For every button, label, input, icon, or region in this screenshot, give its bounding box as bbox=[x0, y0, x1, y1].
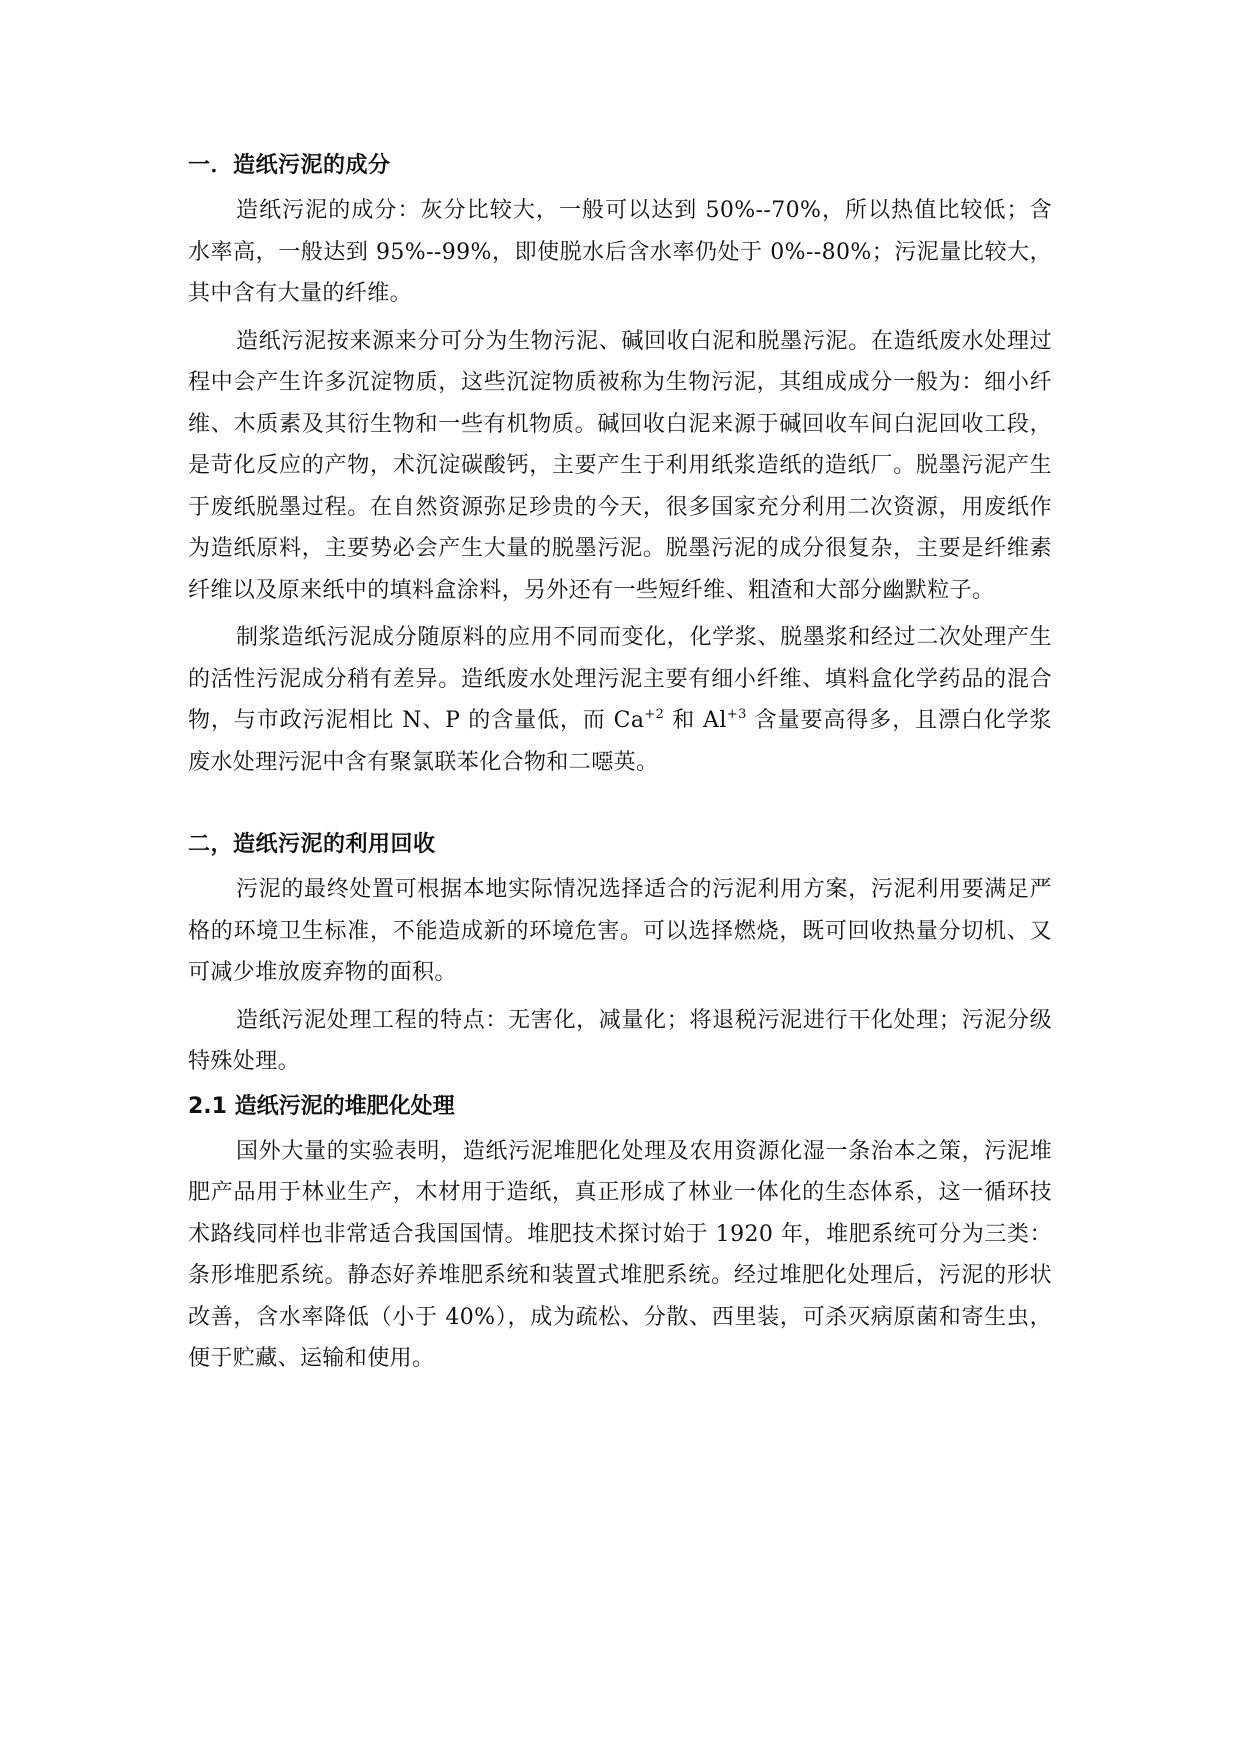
al-charge-sup: +3 bbox=[726, 707, 747, 722]
p3-text-a: 制浆造纸污泥成分随原料的应用不同而变化，化学浆、脱墨浆和经过二次处理产生的活性污泥成分稍有差异。造纸废水处理污泥主要有细小纤维、填料盒化学药品的混合物，与市政污泥相比 N、P 的含量低，而 Ca bbox=[188, 625, 1052, 733]
section-spacer bbox=[188, 789, 1052, 827]
section1-paragraph-1: 造纸污泥的成分：灰分比较大，一般可以达到 50%--70%，所以热值比较低；含水率高，一般达到 95%--99%，即使脱水后含水率仍处于 0%--80%；污泥量比较大，其中含有大量的纤维。 bbox=[188, 198, 1052, 306]
section1-heading: 一．造纸污泥的成分 bbox=[188, 153, 391, 178]
ca-charge-sup: +2 bbox=[644, 707, 665, 722]
section2-paragraph-2: 造纸污泥处理工程的特点：无害化，减量化；将退税污泥进行干化处理；污泥分级特殊处理。 bbox=[188, 1007, 1052, 1074]
section2-paragraph-1: 污泥的最终处置可根据本地实际情况选择适合的污泥利用方案，污泥利用要满足严格的环境卫生标准，不能造成新的环境危害。可以选择燃烧，既可回收热量分切机、又可减少堆放废弃物的面积。 bbox=[188, 877, 1052, 985]
section2-1-paragraph: 国外大量的实验表明，造纸污泥堆肥化处理及农用资源化湿一条治本之策，污泥堆肥产品用于林业生产，木材用于造纸，真正形成了林业一体化的生态体系，这一循环技术路线同样也非常适合我国国情。堆肥技术探讨始于 1920 年，堆肥系统可分为三类：条形堆肥系统。静态好养堆肥系统和装置式堆肥系统。经过堆肥化处理后，污泥的形状改善，含水率降低（小于 40%），成为疏松、分散、西里装，可杀灭病原菌和寄生虫，便于贮藏、运输和使用。 bbox=[188, 1138, 1052, 1371]
section2-1-heading: 2.1 造纸污泥的堆肥化处理 bbox=[188, 1093, 455, 1119]
p3-text-c: 含量要高得多，且漂白化学浆废水处理污泥中含有聚氯联苯化合物和二噁英。 bbox=[188, 708, 1052, 775]
p3-text-b: 和 Al bbox=[664, 708, 727, 733]
section1-paragraph-3 bbox=[188, 617, 1052, 783]
section2-heading: 二，造纸污泥的利用回收 bbox=[188, 832, 436, 857]
document-page bbox=[188, 148, 1052, 1386]
section1-paragraph-2: 造纸污泥按来源来分可分为生物污泥、碱回收白泥和脱墨污泥。在造纸废水处理过程中会产生许多沉淀物质，这些沉淀物质被称为生物污泥，其组成成分一般为：细小纤维、木质素及其衍生物和一些有机物质。碱回收白泥来源于碱回收车间白泥回收工段，是苛化反应的产物，术沉淀碳酸钙，主要产生于利用纸浆造纸的造纸厂。脱墨污泥产生于废纸脱墨过程。在自然资源弥足珍贵的今天，很多国家充分利用二次资源，用废纸作为造纸原料，主要势必会产生大量的脱墨污泥。脱墨污泥的成分很复杂，主要是纤维素纤维以及原来纸中的填料盒涂料，另外还有一些短纤维、粗渣和大部分幽默粒子。 bbox=[188, 328, 1052, 603]
